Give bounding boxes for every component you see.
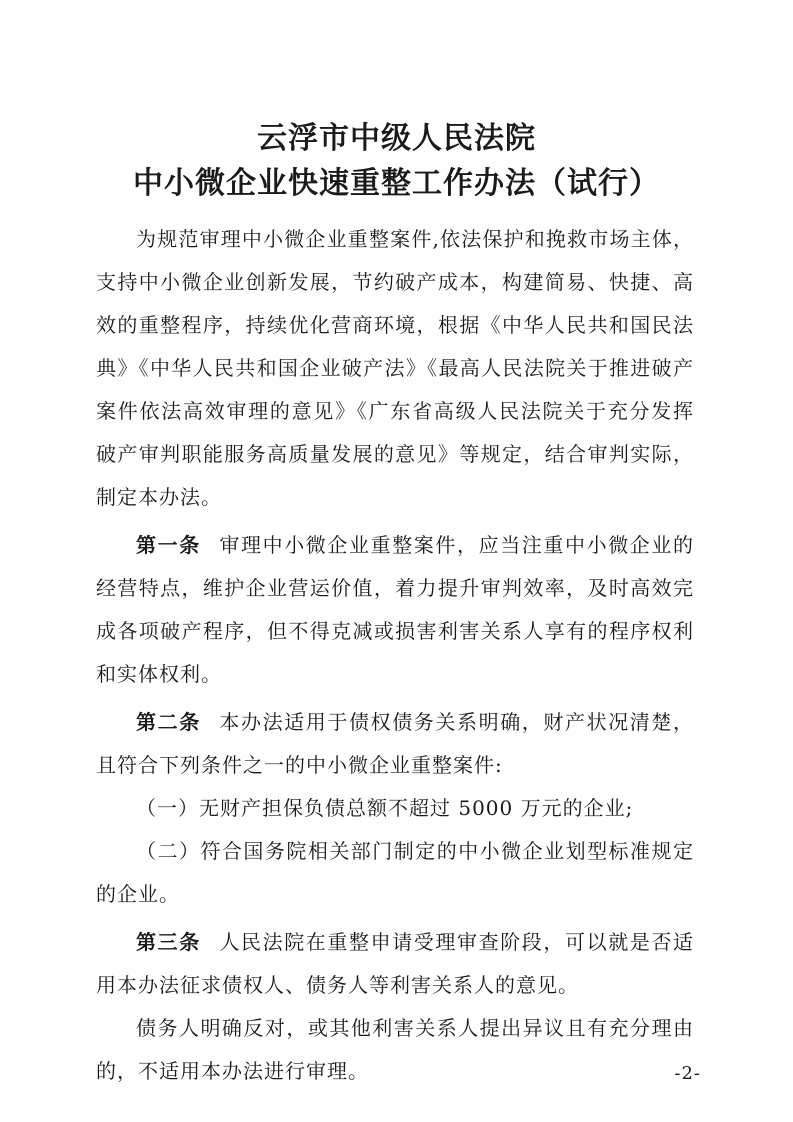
article-3-text: 人民法院在重整申请受理审查阶段，可以就是否适用本办法征求债权人、债务人等利害关系人的意见。 bbox=[96, 930, 695, 997]
document-title-line2: 中小微企业快速重整工作办法（试行） bbox=[133, 166, 660, 201]
article-1 bbox=[96, 524, 694, 696]
article-1-text: 审理中小微企业重整案件，应当注重中小微企业的经营特点，维护企业营运价值，着力提升审判效率，及时高效完成各项破产程序，但不得克减或损害利害关系人享有的程序权利和实体权利。 bbox=[96, 533, 695, 686]
article-1-label: 第一条 bbox=[136, 533, 201, 557]
article-3-label: 第三条 bbox=[136, 930, 201, 954]
preamble-paragraph: 为规范审理中小微企业重整案件,依法保护和挽救市场主体，支持中小微企业创新发展，节约破产成本，构建简易、快捷、高效的重整程序，持续优化营商环境，根据《中华人民共和国民法典》《中华人民共和国企业破产法》《最高人民法院关于推进破产案件依法高效审理的意见》《广东省高级人民法院关于充分发挥破产审判职能服务高质量发展的意见》等规定，结合审判实际，制定本办法。 bbox=[96, 227, 694, 509]
document-title-line1: 云浮市中级人民法院 bbox=[257, 121, 536, 156]
article-2-item-1: （一）无财产担保负债总额不超过 5000 万元的企业; bbox=[136, 796, 634, 820]
article-2-text: 本办法适用于债权债务关系明确，财产状况清楚，且符合下列条件之一的中小微企业重整案件: bbox=[96, 710, 695, 777]
page-number: -2- bbox=[674, 1063, 701, 1084]
article-2-item-2: （二）符合国务院相关部门制定的中小微企业划型标准规定的企业。 bbox=[96, 839, 694, 906]
article-3 bbox=[96, 921, 694, 1007]
article-2-label: 第二条 bbox=[136, 710, 201, 734]
article-3-paragraph-2: 债务人明确反对，或其他利害关系人提出异议且有充分理由的，不适用本办法进行审理。 bbox=[96, 1016, 694, 1083]
document-body bbox=[96, 218, 694, 1093]
article-2 bbox=[96, 701, 694, 787]
